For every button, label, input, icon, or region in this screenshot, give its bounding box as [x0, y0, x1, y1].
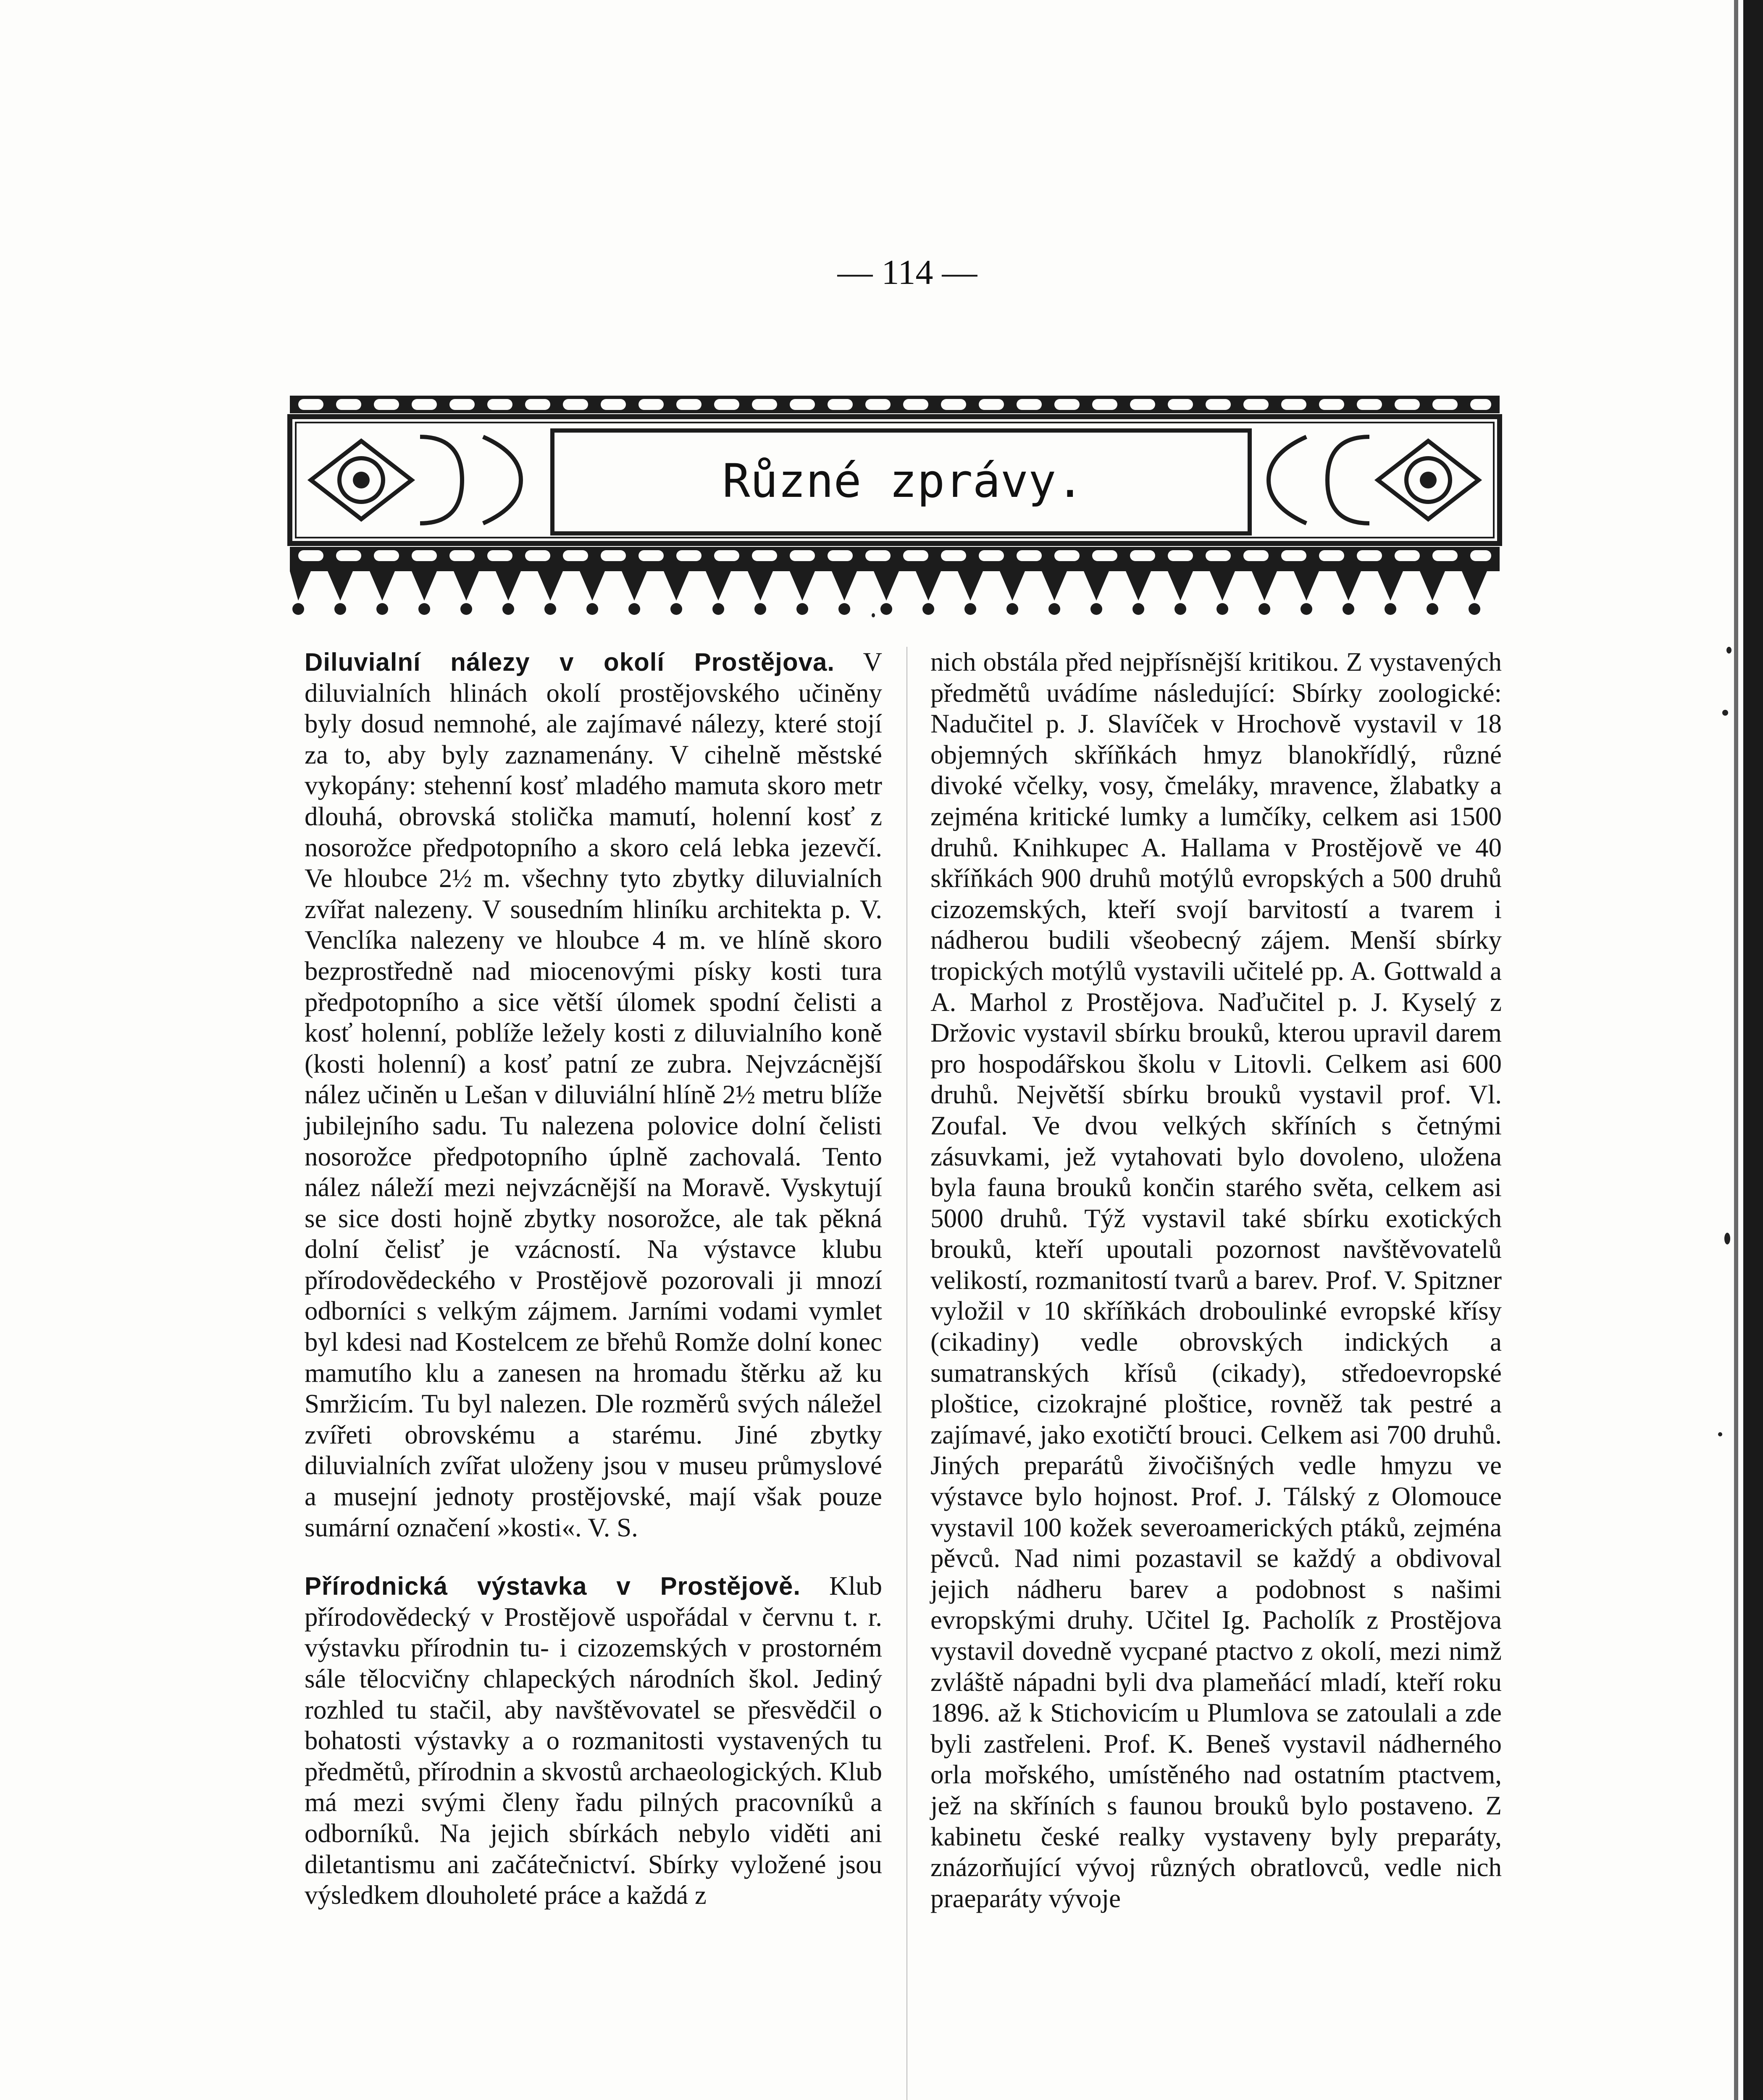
- article-body-continued: nich obstála před nejpřísnější kritikou. Z vystavených předmětů uvádíme následující: Sbírky zoologické: Nadučitel p. J. Slavíček v Hrochově vystavil v 18 objemných skříňkách hmyz blanokřídlý, různé divoké včelky, vosy, čmeláky, mravence, žlabatky a zejména kritické lumky a lumčíky, celkem asi 1500 druhů. Knihkupec A. Hallama v Prostějově ve 40 skříňkách 900 druhů motýlů evropských a 500 druhů cizozemských, kteří svojí barvitostí a tvarem i nádherou budili všeobecný zájem. Menší sbírky tropických motýlů vystavili učitelé pp. A. Gottwald a A. Marhol z Prostějova. Naďučitel p. J. Kyselý z Držovic vystavil sbírku brouků, kterou upravil darem pro hospodářskou školu v Litovli. Celkem asi 600 druhů. Největší sbírku brouků vystavil prof. Vl. Zoufal. Ve dvou velkých skříních s četnými zásuvkami, jež vytahovati bylo dovoleno, uložena byla fauna brouků končin starého světa, celkem asi 5000 druhů. Týž vystavil také sbírku exotických brouků, kteří upoutali pozornost navštěvovatelů velikostí, rozmanitostí tvarů a barev. Prof. V. Spitzner vyložil v 10 skříňkách droboulinké evropské křísy (cikadiny) vedle obrovských indických a sumatranských křísů (cikady), středoevropské ploštice, cizokrajné ploštice, rovněž tak pestré a zajímavé, jako exotičtí brouci. Celkem asi 700 druhů. Jiných preparátů živočišných vedle hmyzu ve výstavce bylo hojnost. Prof. J. Tálský z Olomouce vystavil 100 kožek severoamerických ptáků, zejména pěvců. Nad nimi pozastavil se každý a obdivoval jejich nádheru barev a podobnost s našimi evropskými druhy. Učitel Ig. Pacholík z Prostějova vystavil dovedně vycpané ptactvo z okolí, mezi nimž zvláště nápadni byli dva plameňácí mladí, kteří roku 1896. až k Stichovicím u Plumlova se zatoulali a zde byli zastřeleni. Prof. K. Beneš vystavil nádherného orla mořského, umístěného nad ostatním ptactvem, jež na skříních s faunou brouků bylo postaveno. Z kabinetu české realky vystaveny byly preparáty, znázorňující vývoj různých obratlovců, vedle nich praeparáty vývoje: [930, 647, 1502, 1913]
- scan-speck: [872, 613, 875, 617]
- article-exhibition: [305, 1571, 882, 1911]
- page-number: — 114 —: [837, 253, 977, 292]
- right-column: [930, 647, 1502, 1914]
- article-exhibition-continued: [930, 647, 1502, 1914]
- article-heading: Přírodnická výstavka v Prostějově.: [305, 1572, 801, 1601]
- scan-speck: [1718, 1432, 1722, 1436]
- scan-edge-shadow: [1734, 0, 1738, 2100]
- article-heading: Diluvialní nálezy v okolí Prostějova.: [305, 648, 835, 676]
- article-body: V diluvialních hlinách okolí prostějovského učiněny byly dosud nemnohé, ale zajímavé nálezy, které stojí za to, aby byly zaznamenány. V cihelně městské vykopány: stehenní kosť mladého mamuta skoro metr dlouhá, obrovská stolička mamutí, holenní kosť z nosorožce předpotopního a skoro celá lebka jezevčí. Ve hloubce 2½ m. všechny tyto zbytky diluvialních zvířat nalezeny. V sousedním hliníku architekta p. V. Venclíka nalezeny ve hloubce 4 m. ve hlíně skoro bezprostředně nad miocenovými písky kosti tura předpotopního a sice větší úlomek spodní čelisti a kosť holenní, poblíže ležely kosti z diluvialního koně (kosti holenní) a kosť patní ze zubra. Nejvzácnější nález učiněn u Lešan v diluviální hlíně 2½ metru blíže jubilejního sadu. Tu nalezena polovice dolní čelisti nosorožce předpotopního úplně zachovalá. Tento nález náleží mezi nejvzácnější na Moravě. Vyskytují se sice dosti hojně zbytky nosorožce, ale tak pěkná dolní čelisť je vzácností. Na výstavce klubu přírodovědeckého v Prostějově pozorovali ji mnozí odborníci s velkým zájmem. Jarními vodami vymlet byl kdesi nad Kostelcem ze břehů Romže dolní konec mamutího klu a zanesen na hromadu štěrku až ku Smržicím. Tu byl nalezen. Dle rozměrů svých náležel zvířeti obrovskému a starému. Jiné zbytky diluvialních zvířat uloženy jsou v museu průmyslové a musejní jednoty prostějovské, mají však pouze sumární označení »kosti«. V. S.: [305, 647, 882, 1542]
- column-divider: [906, 647, 907, 2100]
- article-body: Klub přírodovědecký v Prostějově uspořádal v červnu t. r. výstavku přírodnin tu- i cizozemských v prostorném sále tělocvičny chlapeckých národních škol. Jediný rozhled tu stačil, aby navštěvovatel se přesvědčil o bohatosti výstavky a o rozmanitosti vystavených tu předmětů, přírodnin a skvostů archaeologických. Klub má mezi svými členy řadu pilných pracovníků a odborníků. Na jejich sbírkách nebylo viděti ani diletantismu ani začátečnictví. Sbírky vyložené jsou výsledkem dlouholeté práce a každá z: [305, 1571, 883, 1910]
- article-diluvial: [305, 647, 882, 1543]
- scan-speck: [1726, 647, 1731, 654]
- section-title: Různé zprávy.: [722, 454, 1084, 508]
- scan-edge: [1743, 0, 1763, 2100]
- scan-speck: [1722, 710, 1728, 716]
- left-column: [305, 647, 882, 1911]
- scan-speck: [1724, 1233, 1730, 1244]
